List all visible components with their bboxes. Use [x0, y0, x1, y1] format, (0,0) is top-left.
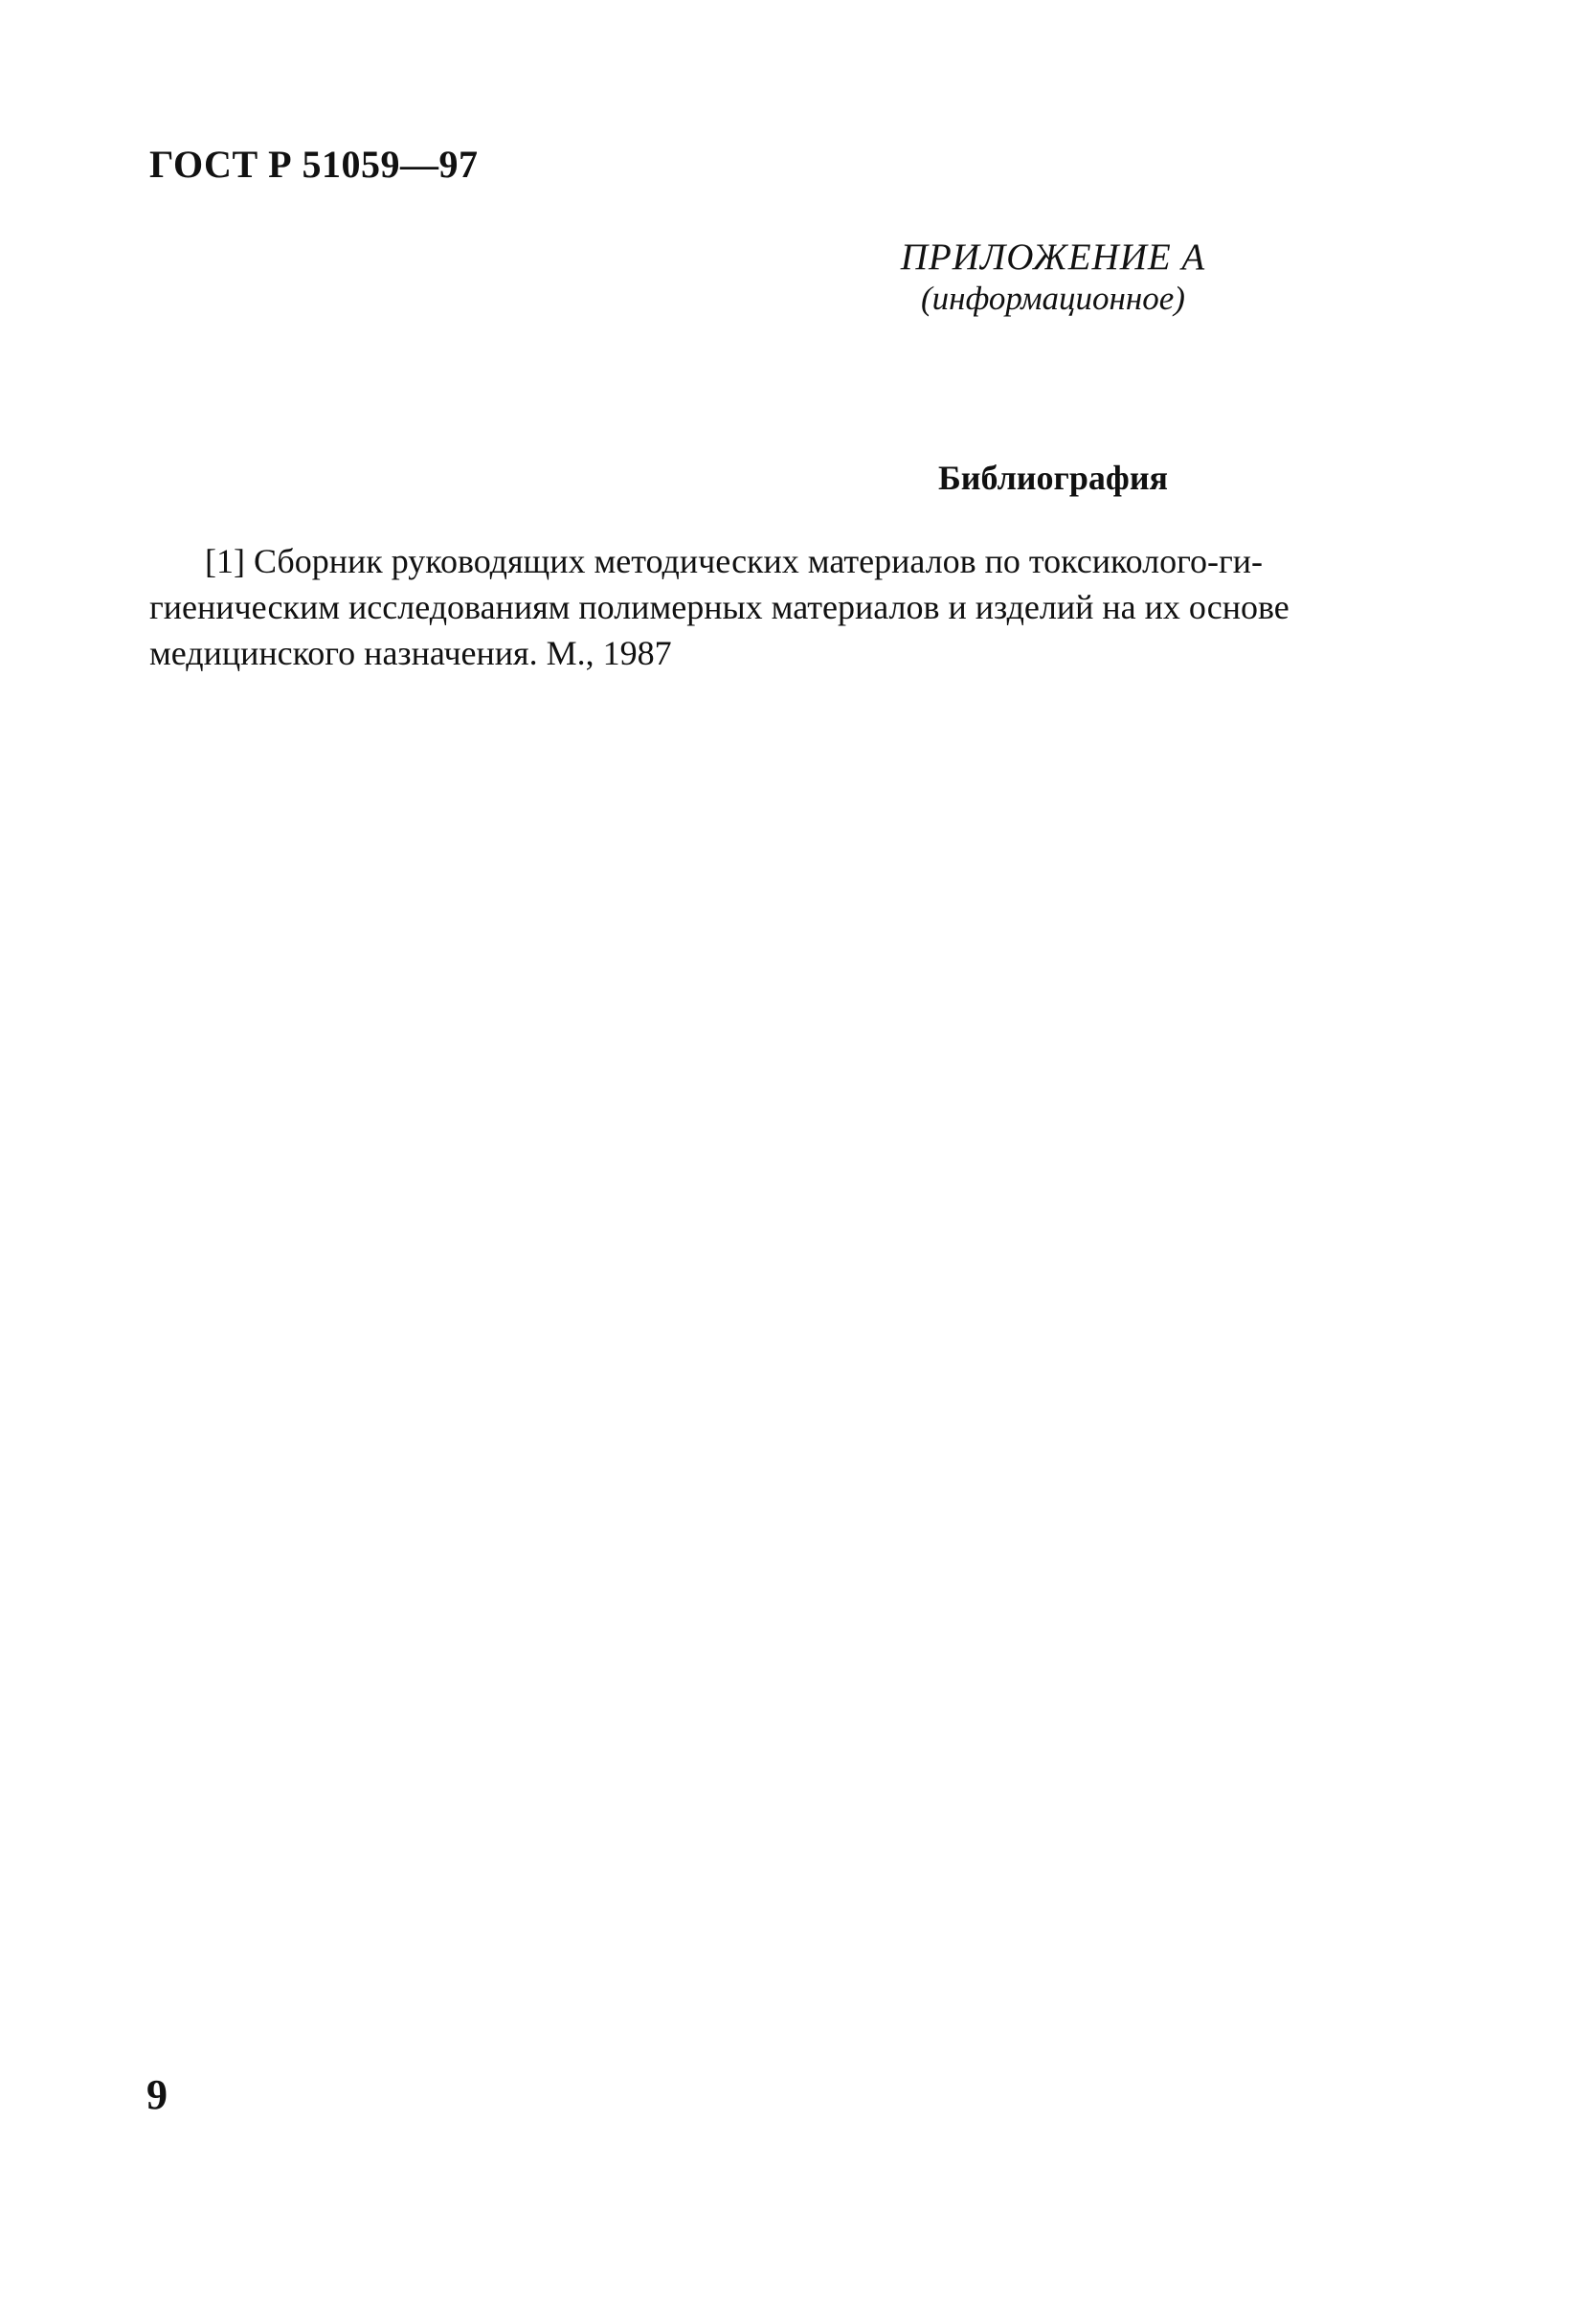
page-number: 9: [146, 2071, 168, 2118]
appendix-subtitle: (информационное): [921, 280, 1185, 317]
bibliography-heading: Библиография: [937, 459, 1169, 497]
appendix-header: [574, 236, 1532, 318]
bibliography-entry-line: [1] Сборник руководящих методических материалов по токсиколого-ги-: [205, 542, 1264, 580]
bibliography-entry-line: медицинского назначения. М., 1987: [149, 634, 672, 672]
bibliography-entry: [149, 538, 1480, 676]
bibliography-entry-line: гиеническим исследованиям полимерных материалов и изделий на их основе: [149, 588, 1290, 626]
appendix-title: ПРИЛОЖЕНИЕ А: [900, 237, 1206, 278]
document-code-header: ГОСТ Р 51059—97: [149, 143, 479, 186]
